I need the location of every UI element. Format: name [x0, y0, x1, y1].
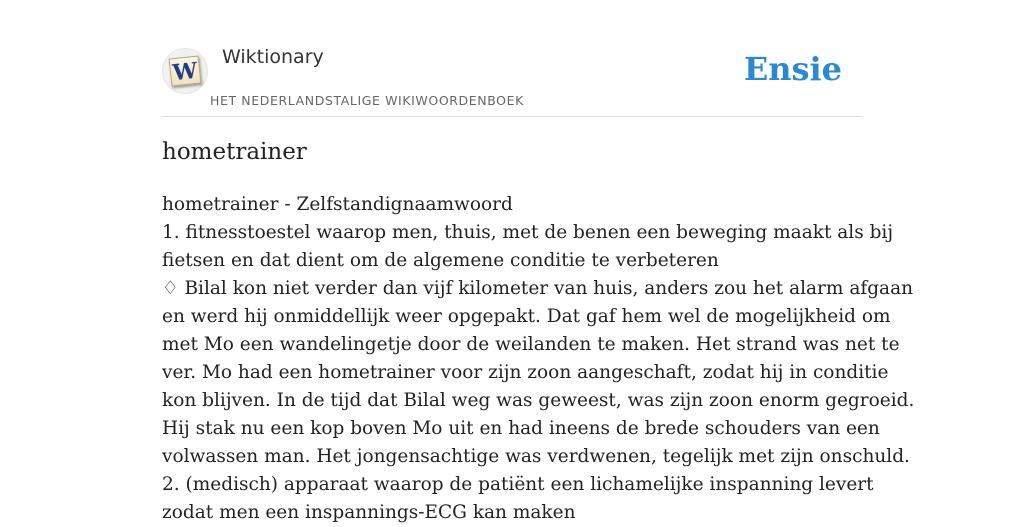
- example-line: met Mo een wandelingetje door de weilanden te maken. Het strand was net te: [162, 334, 900, 355]
- definition-line: fietsen en dat dient om de algemene conditie te verbeteren: [162, 250, 719, 271]
- page-title: hometrainer: [162, 139, 307, 165]
- example-line: en werd hij onmiddellijk weer opgepakt. Dat gaf hem wel de mogelijkheid om: [162, 306, 891, 327]
- definition-line: 1. fitnesstoestel waarop men, thuis, met de benen een beweging maakt als bij: [162, 222, 894, 243]
- wiktionary-logo-icon[interactable]: [162, 48, 208, 94]
- definition-line: hometrainer - Zelfstandignaamwoord: [162, 194, 513, 215]
- example-line: ♢ Bilal kon niet verder dan vijf kilometer van huis, anders zou het alarm afgaan: [162, 278, 914, 299]
- example-line: Hij stak nu een kop boven Mo uit en had ineens de brede schouders van een: [162, 418, 880, 439]
- ensie-brand-link[interactable]: Ensie: [743, 50, 842, 88]
- definition-content: [162, 191, 915, 527]
- example-line: volwassen man. Het jongensachtige was verdwenen, tegelijk met zijn onschuld.: [162, 446, 910, 467]
- site-tagline: HET NEDERLANDSTALIGE WIKIWOORDENBOEK: [210, 93, 524, 108]
- site-name[interactable]: Wiktionary: [222, 46, 324, 68]
- definition-line: 2. (medisch) apparaat waarop de patiënt een lichamelijke inspanning levert: [162, 474, 874, 495]
- example-line: ver. Mo had een hometrainer voor zijn zoon aangeschaft, zodat hij in conditie: [162, 362, 889, 383]
- definition-line: zodat men een inspannings-ECG kan maken: [162, 502, 576, 523]
- example-line: kon blijven. In de tijd dat Bilal weg was geweest, was zijn zoon enorm gegroeid.: [162, 390, 915, 411]
- logo-tile: W: [169, 56, 202, 87]
- site-header: [162, 40, 862, 117]
